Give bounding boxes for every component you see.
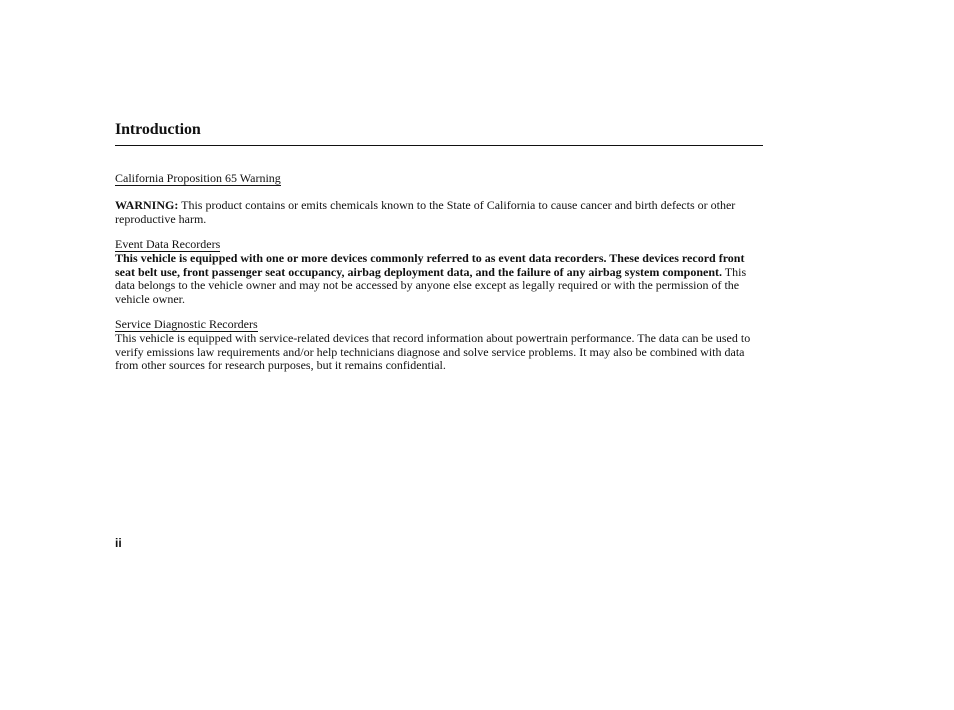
title-divider — [115, 145, 763, 146]
event-data-bold-text: This vehicle is equipped with one or more devices commonly referred to as event data recorders. These devices record front seat belt use, front passenger seat occupancy, airbag deployment data, and the failure of any airbag system component. — [115, 251, 745, 279]
prop65-warning-paragraph — [115, 199, 763, 226]
section-heading-event-data: Event Data Recorders — [115, 237, 221, 251]
page-number: ii — [115, 536, 122, 550]
event-data-paragraph — [115, 252, 763, 306]
service-diagnostic-paragraph: This vehicle is equipped with service-related devices that record information about powertrain performance. The data can be used to verify emissions law requirements and/or help technicians diagnose and solve service problems. It may also be combined with data from other sources for research purposes, but it remains confidential. — [115, 331, 751, 372]
section-heading-prop65: California Proposition 65 Warning — [115, 171, 281, 185]
page-title: Introduction — [115, 121, 201, 138]
section-heading-service-diagnostic: Service Diagnostic Recorders — [115, 317, 258, 331]
prop65-warning-text: This product contains or emits chemicals known to the State of California to cause cancer and birth defects or other reproductive harm. — [115, 198, 736, 226]
event-data-text: This data belongs to the vehicle owner and may not be accessed by anyone else except as legally required or with the permission of the vehicle owner. — [115, 264, 747, 306]
manual-page — [115, 0, 763, 710]
warning-label: WARNING: — [115, 198, 179, 212]
